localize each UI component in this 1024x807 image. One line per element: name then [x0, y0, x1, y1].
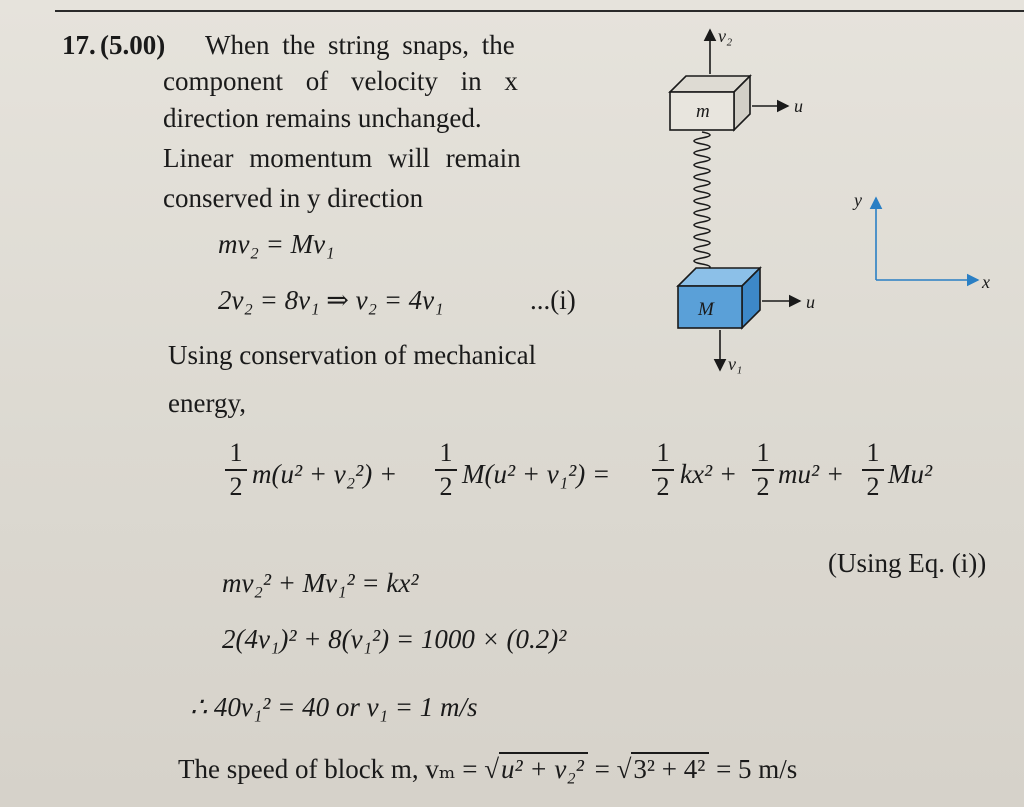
- para1-line3: direction remains unchanged.: [163, 103, 482, 133]
- equation-i: 2v₂ = 8v₁ ⇒ v₂ = 4v₁: [218, 285, 444, 315]
- v1-label: v₁: [728, 354, 743, 374]
- equation-i-tag: ...(i): [530, 285, 576, 315]
- final-result: = 5 m/s: [716, 754, 798, 784]
- para1-line5: conserved in y direction: [163, 183, 424, 213]
- final-line: [178, 752, 797, 784]
- u-label-bottom: u: [806, 292, 815, 312]
- block-m-label: m: [696, 101, 710, 122]
- energy-term-3: kx² +: [680, 459, 738, 489]
- final-equals: =: [594, 754, 610, 784]
- para1-line2: component of velocity in x: [163, 66, 518, 96]
- spring-block-diagram: [650, 18, 1010, 388]
- axis-x-label: x: [982, 272, 990, 292]
- v2-label: v₂: [718, 26, 733, 46]
- block-M-label: M: [698, 299, 714, 320]
- question-number: 17.: [62, 30, 96, 60]
- block-M: [678, 268, 760, 328]
- question-marks: (5.00): [100, 30, 166, 60]
- equation-a: mv₂² + Mv₁² = kx²: [222, 568, 419, 598]
- para1-line4: Linear momentum will remain: [163, 143, 521, 173]
- top-rule: [55, 10, 1024, 12]
- equation-c: ∴ 40v₁² = 40 or v₁ = 1 m/s: [190, 692, 478, 722]
- energy-term-5: Mu²: [888, 459, 933, 489]
- fraction-half-3: 1 2: [652, 440, 674, 500]
- equation-b: 2(4v₁)² + 8(v₁²) = 1000 × (0.2)²: [222, 624, 567, 654]
- fraction-half-5: 1 2: [862, 440, 884, 500]
- block-m: [670, 76, 750, 130]
- fraction-half-4: 1 2: [752, 440, 774, 500]
- energy-term-1: m(u² + v₂²) +: [252, 459, 398, 489]
- sqrt-1: √u² + v₂²: [484, 752, 588, 784]
- axis-y-label: y: [854, 190, 862, 210]
- using-eq-note: (Using Eq. (i)): [828, 548, 987, 578]
- fraction-half-1: 1 2: [225, 440, 247, 500]
- energy-term-2: M(u² + v₁²) =: [462, 459, 611, 489]
- spring: [694, 132, 710, 288]
- momentum-equation: mv₂ = Mv₁: [218, 229, 335, 259]
- para1-line1: When the string snaps, the: [205, 30, 515, 60]
- para2-line2: energy,: [168, 388, 246, 418]
- final-label: The speed of block m, vₘ =: [178, 754, 478, 784]
- sqrt-2: √3² + 4²: [617, 752, 710, 784]
- fraction-half-2: 1 2: [435, 440, 457, 500]
- para2-line1: Using conservation of mechanical: [168, 340, 537, 370]
- u-label-top: u: [794, 96, 803, 116]
- energy-term-4: mu² +: [778, 459, 845, 489]
